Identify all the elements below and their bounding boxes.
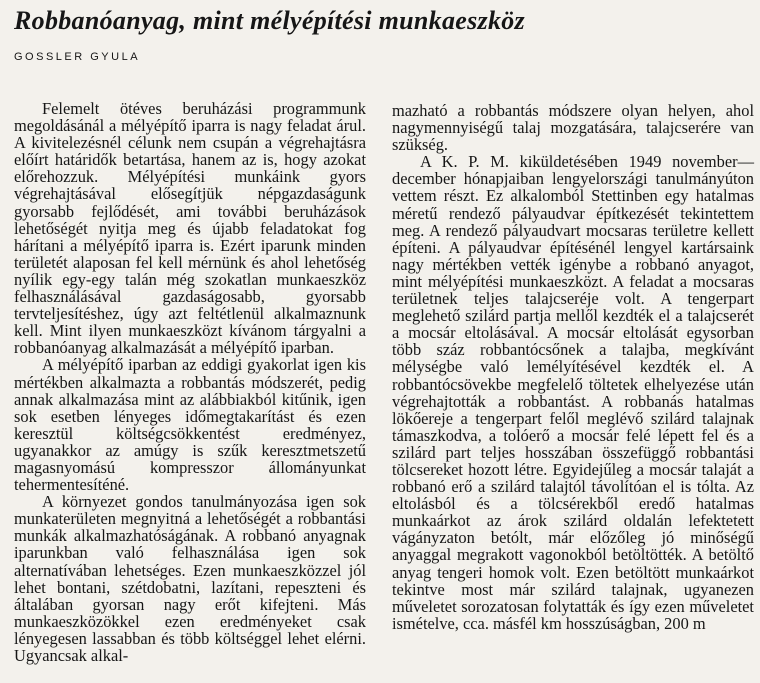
article-author: GOSSLER GYULA [14, 51, 141, 63]
article-title: Robbanóanyag, mint mélyépítési munkaeszköz [14, 6, 525, 35]
paragraph: A környezet gondos tanulmányozása igen sok munkaterületen megnyitná a lehetőségét a robbantási munkák alkalmazhatóságának. A robbanó anyagnak iparunkban való felhasználása igen sok alternatívában lehetséges. Ezen munkaeszközzel jól lehet bontani, szétdobatni, lazítani, repeszteni és általában gyorsan nagy erőt kifejteni. Más munkaeszközökkel ezen eredményeket csak lényegesen lassabban és több költséggel lehet elérni. Ugyancsak alkal- [14, 492, 366, 665]
paragraph: A K. P. M. kiküldetésében 1949 november—december hónapjaiban lengyelországi tanulmányúton vettem részt. Ez alkalomból Stettinben egy hatalmas méretű rendező pályaudvar építkezését tekintettem meg. A rendező pályaudvart mocsaras területre kellett építeni. A pályaudvar építésénél lengyel kartársaink nagy mértékben vették igénybe a robbanó anyagot, mint mélyépítési munkaeszközt. A feladat a mocsaras területnek teljes talajcseréje volt. A tengerpart meglehető szilárd partja mellől kezdték el a talajcserét a mocsár eltolásával. A mocsár eltolását egysorban több száz robbantócsőnek a talajba, megkívánt mélységbe való lemélyítésével kezdték el. A robbantócsövekbe megfelelő töltetek elhelyezése után végrehajtották a robbantást. A robbanás hatalmas lökőereje a tengerpart felől meglévő szilárd talajnak támaszkodva, a tolóerő a mocsár felé lépett fel és a szilárd part teljes hosszában összefüggő robbantási tölcsereket hozott létre. Egyidejűleg a mocsár talaját a robbanó erő a szilárd talajtól távolítóan el is tólta. Az eltolásból és a tölcsérekből eredő hatalmas munkaárkot az árok szilárd oldalán lefektetett vágányzaton betólt, már előzőleg jó minőségű anyaggal megrakott vagonokból betöltötték. A betöltő anyag tengeri homok volt. Ezen betöltött munkaárkot tekintve most már szilárd talajnak, ugyanezen műveletet sorozatosan folytatták és így ezen műveletet ismételve, cca. másfél km hosszúságban, 200 m [392, 152, 754, 633]
paragraph: Felemelt ötéves beruházási programmunk megoldásánál a mélyépítő iparra is nagy feladat árul. A kivitelezésnél célunk nem csupán a végrehajtásra előírt határidők betartása, hanem az is, hogy azokat előrehozzuk. Mélyépítési munkáink gyors végrehajtásával elősegítjük népgazdaságunk gyorsabb fejlődését, ami további beruházások lehetőségét nyitja meg és újabb feladatokat fog hárítani a mélyépítő iparra is. Ezért iparunk minden területét alaposan fel kell mérnünk és ahol lehetőség nyílik egy-egy talán még szokatlan munkaeszköz felhasználásával gazdaságosabb, gyorsabb tervteljesítéshez, úgy azt feltétlenül alkalmaznunk kell. Mint ilyen munkaeszközt kívánom tárgyalni a robbanóanyag alkalmazását a mélyépítő iparban. [14, 99, 366, 358]
left-column [14, 100, 366, 664]
paragraph: A mélyépítő iparban az eddigi gyakorlat igen kis mértékben alkalmazta a robbantás módszerét, pedig annak alkalmazása mint az alábbiakból kitűnik, igen sok esetben lényeges időmegtakarítást és ezen keresztül költségcsökkentést eredményez, ugyanakkor az amúgy is szűk keresztmetszetű magasnyomású kompresszor állományunkat tehermentesíténé. [14, 355, 366, 495]
paragraph-continued: mazható a robbantás módszere olyan helyen, ahol nagymennyiségű talaj mozgatására, talajcserére van szükség. [392, 101, 754, 155]
right-column [392, 102, 754, 632]
